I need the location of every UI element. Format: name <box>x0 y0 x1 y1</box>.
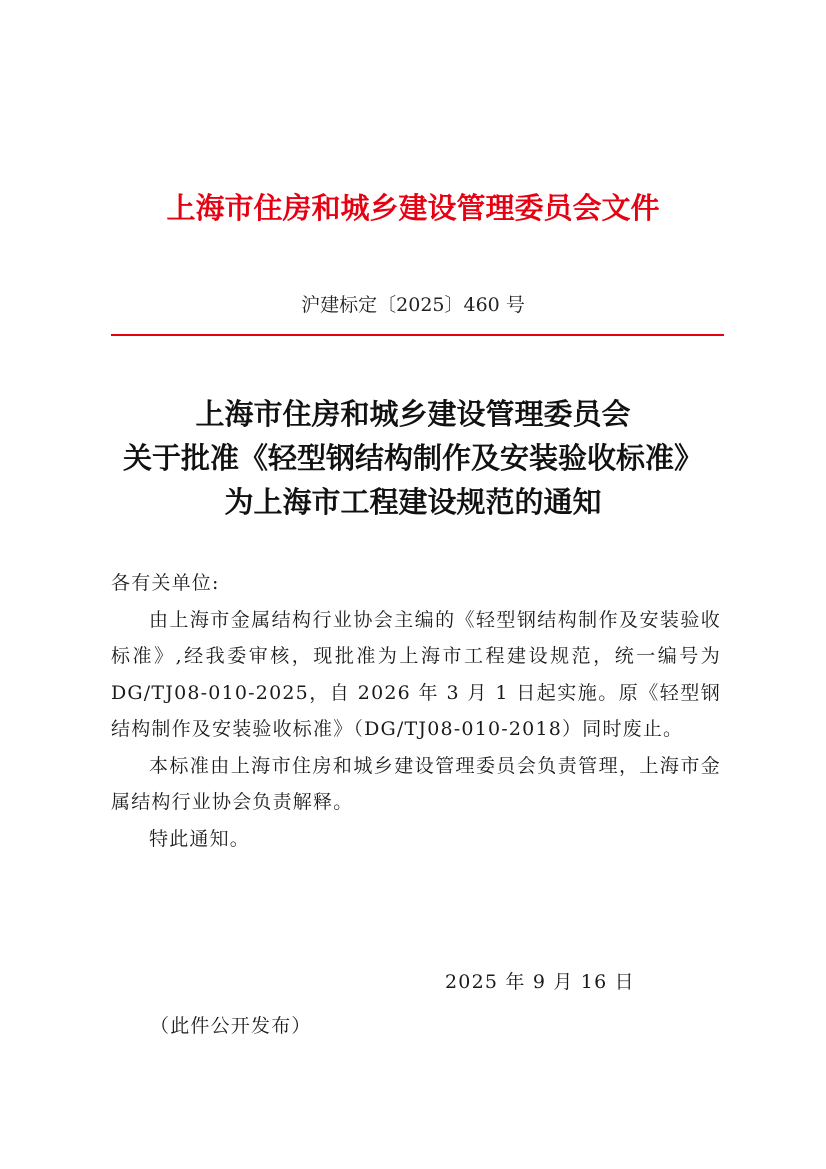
title-line-2: 关于批准《轻型钢结构制作及安装验收标准》 <box>122 441 703 475</box>
publication-note: （此件公开发布） <box>150 1015 312 1037</box>
title-line-1: 上海市住房和城乡建设管理委员会 <box>195 397 631 431</box>
issue-date: 2025 年 9 月 16 日 <box>445 971 635 993</box>
body-paragraph-closing: 特此通知。 <box>149 827 251 850</box>
body-paragraph-approval: 由上海市金属结构行业协会主编的《轻型钢结构制作及安装验收标准》,经我委审核，现批准为上海市工程建设规范，统一编号为 DG/TJ08-010-2025，自 2026 年 3 月 1 日起实施。原《轻型钢结构制作及安装验收标准》（DG/TJ08-010-2018）同时废止。 <box>111 608 721 740</box>
document-body <box>111 565 721 857</box>
document-number: 沪建标定〔2025〕460 号 <box>301 294 525 316</box>
body-paragraph-management: 本标准由上海市住房和城乡建设管理委员会负责管理，上海市金属结构行业协会负责解释。 <box>111 754 721 813</box>
document-title <box>0 392 826 524</box>
red-separator-line <box>111 334 724 336</box>
issuer-header: 上海市住房和城乡建设管理委员会文件 <box>166 191 660 225</box>
salutation: 各有关单位: <box>111 572 220 594</box>
title-line-3: 为上海市工程建设规范的通知 <box>224 485 602 519</box>
